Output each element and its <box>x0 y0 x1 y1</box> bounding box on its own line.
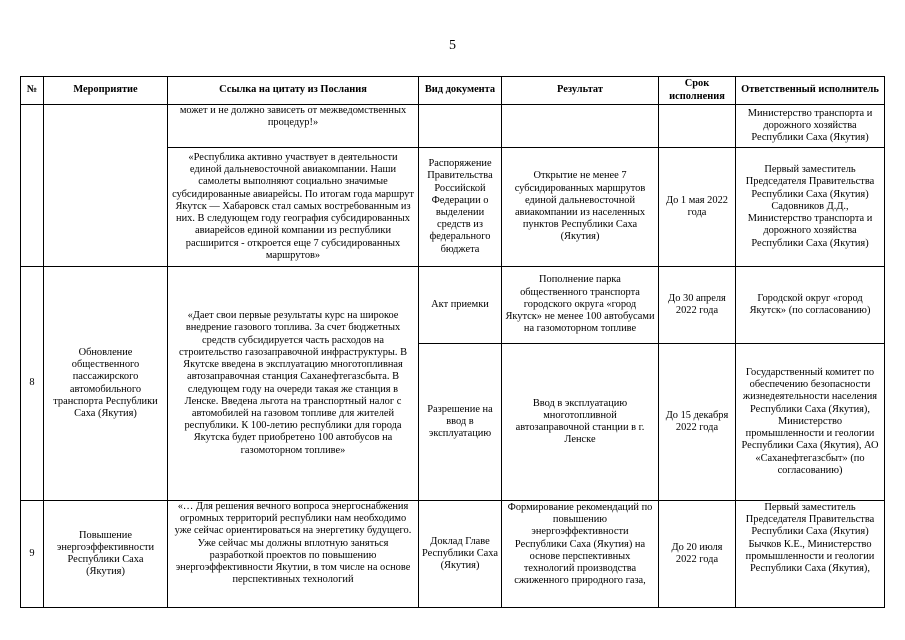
header-quote: Ссылка на цитату из Послания <box>168 77 419 105</box>
cell-responsible: Государственный комитет по обеспечению безопасности жизнедеятельности населения Республики Саха (Якутия), Министерство промышленности и геологии Республики Саха (Якутия), АО «Саханефтегазсбыт» (по согласованию) <box>736 344 885 501</box>
cell-responsible: Городской округ «город Якутск» (по согласованию) <box>736 267 885 344</box>
header-deadline: Срок исполнения <box>659 77 736 105</box>
cell-event: Обновление общественного пассажирского автомобильного транспорта Республики Саха (Якутия) <box>44 267 168 501</box>
cell-responsible: Министерство транспорта и дорожного хозяйства Республики Саха (Якутия) <box>736 105 885 148</box>
cell-event: Повышение энергоэффективности Республики Саха (Якутия) <box>44 501 168 608</box>
quote-text: «… Для решения вечного вопроса энергоснабжения огромных территорий республики нам необходимо уже сейчас ориентироваться на энергетику будущего. Уже сейчас мы должны вплотную заняться разработкой проектов по повышению энергоэффективности Якутии, в том числе на основе перспективных технологий <box>174 501 412 586</box>
cell-doc-type: Распоряжение Правительства Российской Федерации о выделении средств из федерального бюджета <box>419 148 502 267</box>
cell-quote <box>168 105 419 148</box>
cell-event-empty <box>44 105 168 267</box>
table-row <box>21 501 885 608</box>
header-event: Мероприятие <box>44 77 168 105</box>
cell-num-empty <box>21 105 44 267</box>
cell-doc-type: Доклад Главе Республики Саха (Якутия) <box>419 501 502 608</box>
header-doc-type: Вид документа <box>419 77 502 105</box>
cell-result <box>502 501 659 608</box>
header-num: № <box>21 77 44 105</box>
cell-doc-type: Разрешение на ввод в эксплуатацию <box>419 344 502 501</box>
header-result: Результат <box>502 77 659 105</box>
cell-doc-type-empty <box>419 105 502 148</box>
cell-deadline: До 15 декабря 2022 года <box>659 344 736 501</box>
cell-deadline: До 20 июля 2022 года <box>659 501 736 608</box>
cell-responsible: Первый заместитель Председателя Правительства Республики Саха (Якутия) Садовников Д.Д., Министерство транспорта и дорожного хозяйства Республики Саха (Якутия) <box>736 148 885 267</box>
cell-deadline-empty <box>659 105 736 148</box>
cell-deadline: До 30 апреля 2022 года <box>659 267 736 344</box>
cell-result-empty <box>502 105 659 148</box>
responsible-text: Первый заместитель Председателя Правительства Республики Саха (Якутия) Бычков К.Е., Министерство промышленности и геологии Республики Саха (Якутия), <box>745 502 875 575</box>
header-responsible: Ответственный исполнитель <box>736 77 885 105</box>
cell-num: 9 <box>21 501 44 608</box>
cell-quote: «Дает свои первые результаты курс на широкое внедрение газового топлива. За счет бюджетных средств субсидируется часть расходов на строительство газозаправочной инфраструктуры. В Якутске введена в эксплуатацию многотопливная автозаправочная станция Саханефтегазсбыта. В следующем году на очереди такая же станция в Ленске. Введена льгота на транспортный налог с автомобилей на газовом топливе для жителей республики. К 100-летию республики для города Якутска будет приобретено 100 автобусов на газомоторном топливе» <box>168 267 419 501</box>
cell-quote <box>168 501 419 608</box>
cell-num: 8 <box>21 267 44 501</box>
cell-quote: «Республика активно участвует в деятельности единой дальневосточной авиакомпании. Наши самолеты выполняют социально значимые субсидированные авиарейсы. По итогам года маршрут Якутск — Хабаровск стал самых востребованным из них. В следующем году география субсидированных авиарейсов единой компании из республики расширится - откроется еще 7 субсидированных маршрутов» <box>168 148 419 267</box>
action-plan-table <box>20 76 885 608</box>
cell-responsible <box>736 501 885 608</box>
table-row <box>21 267 885 344</box>
page-number: 5 <box>449 38 456 53</box>
result-text: Формирование рекомендаций по повышению энергоэффективности Республики Саха (Якутия) на основе перспективных технологий производства сжиженного природного газа, <box>507 502 653 587</box>
cell-result: Ввод в эксплуатацию многотопливной автозаправочной станции в г. Ленске <box>502 344 659 501</box>
cell-result: Открытие не менее 7 субсидированных маршрутов единой дальневосточной авиакомпании из населенных пунктов Республики Саха (Якутия) <box>502 148 659 267</box>
cell-result: Пополнение парка общественного транспорта городского округа «город Якутск» не менее 100 автобусами на газомоторном топливе <box>502 267 659 344</box>
cell-deadline: До 1 мая 2022 года <box>659 148 736 267</box>
quote-text: может и не должно зависеть от межведомственных процедур!» <box>179 105 407 129</box>
cell-doc-type: Акт приемки <box>419 267 502 344</box>
table-row <box>21 105 885 148</box>
table-header-row <box>21 77 885 105</box>
